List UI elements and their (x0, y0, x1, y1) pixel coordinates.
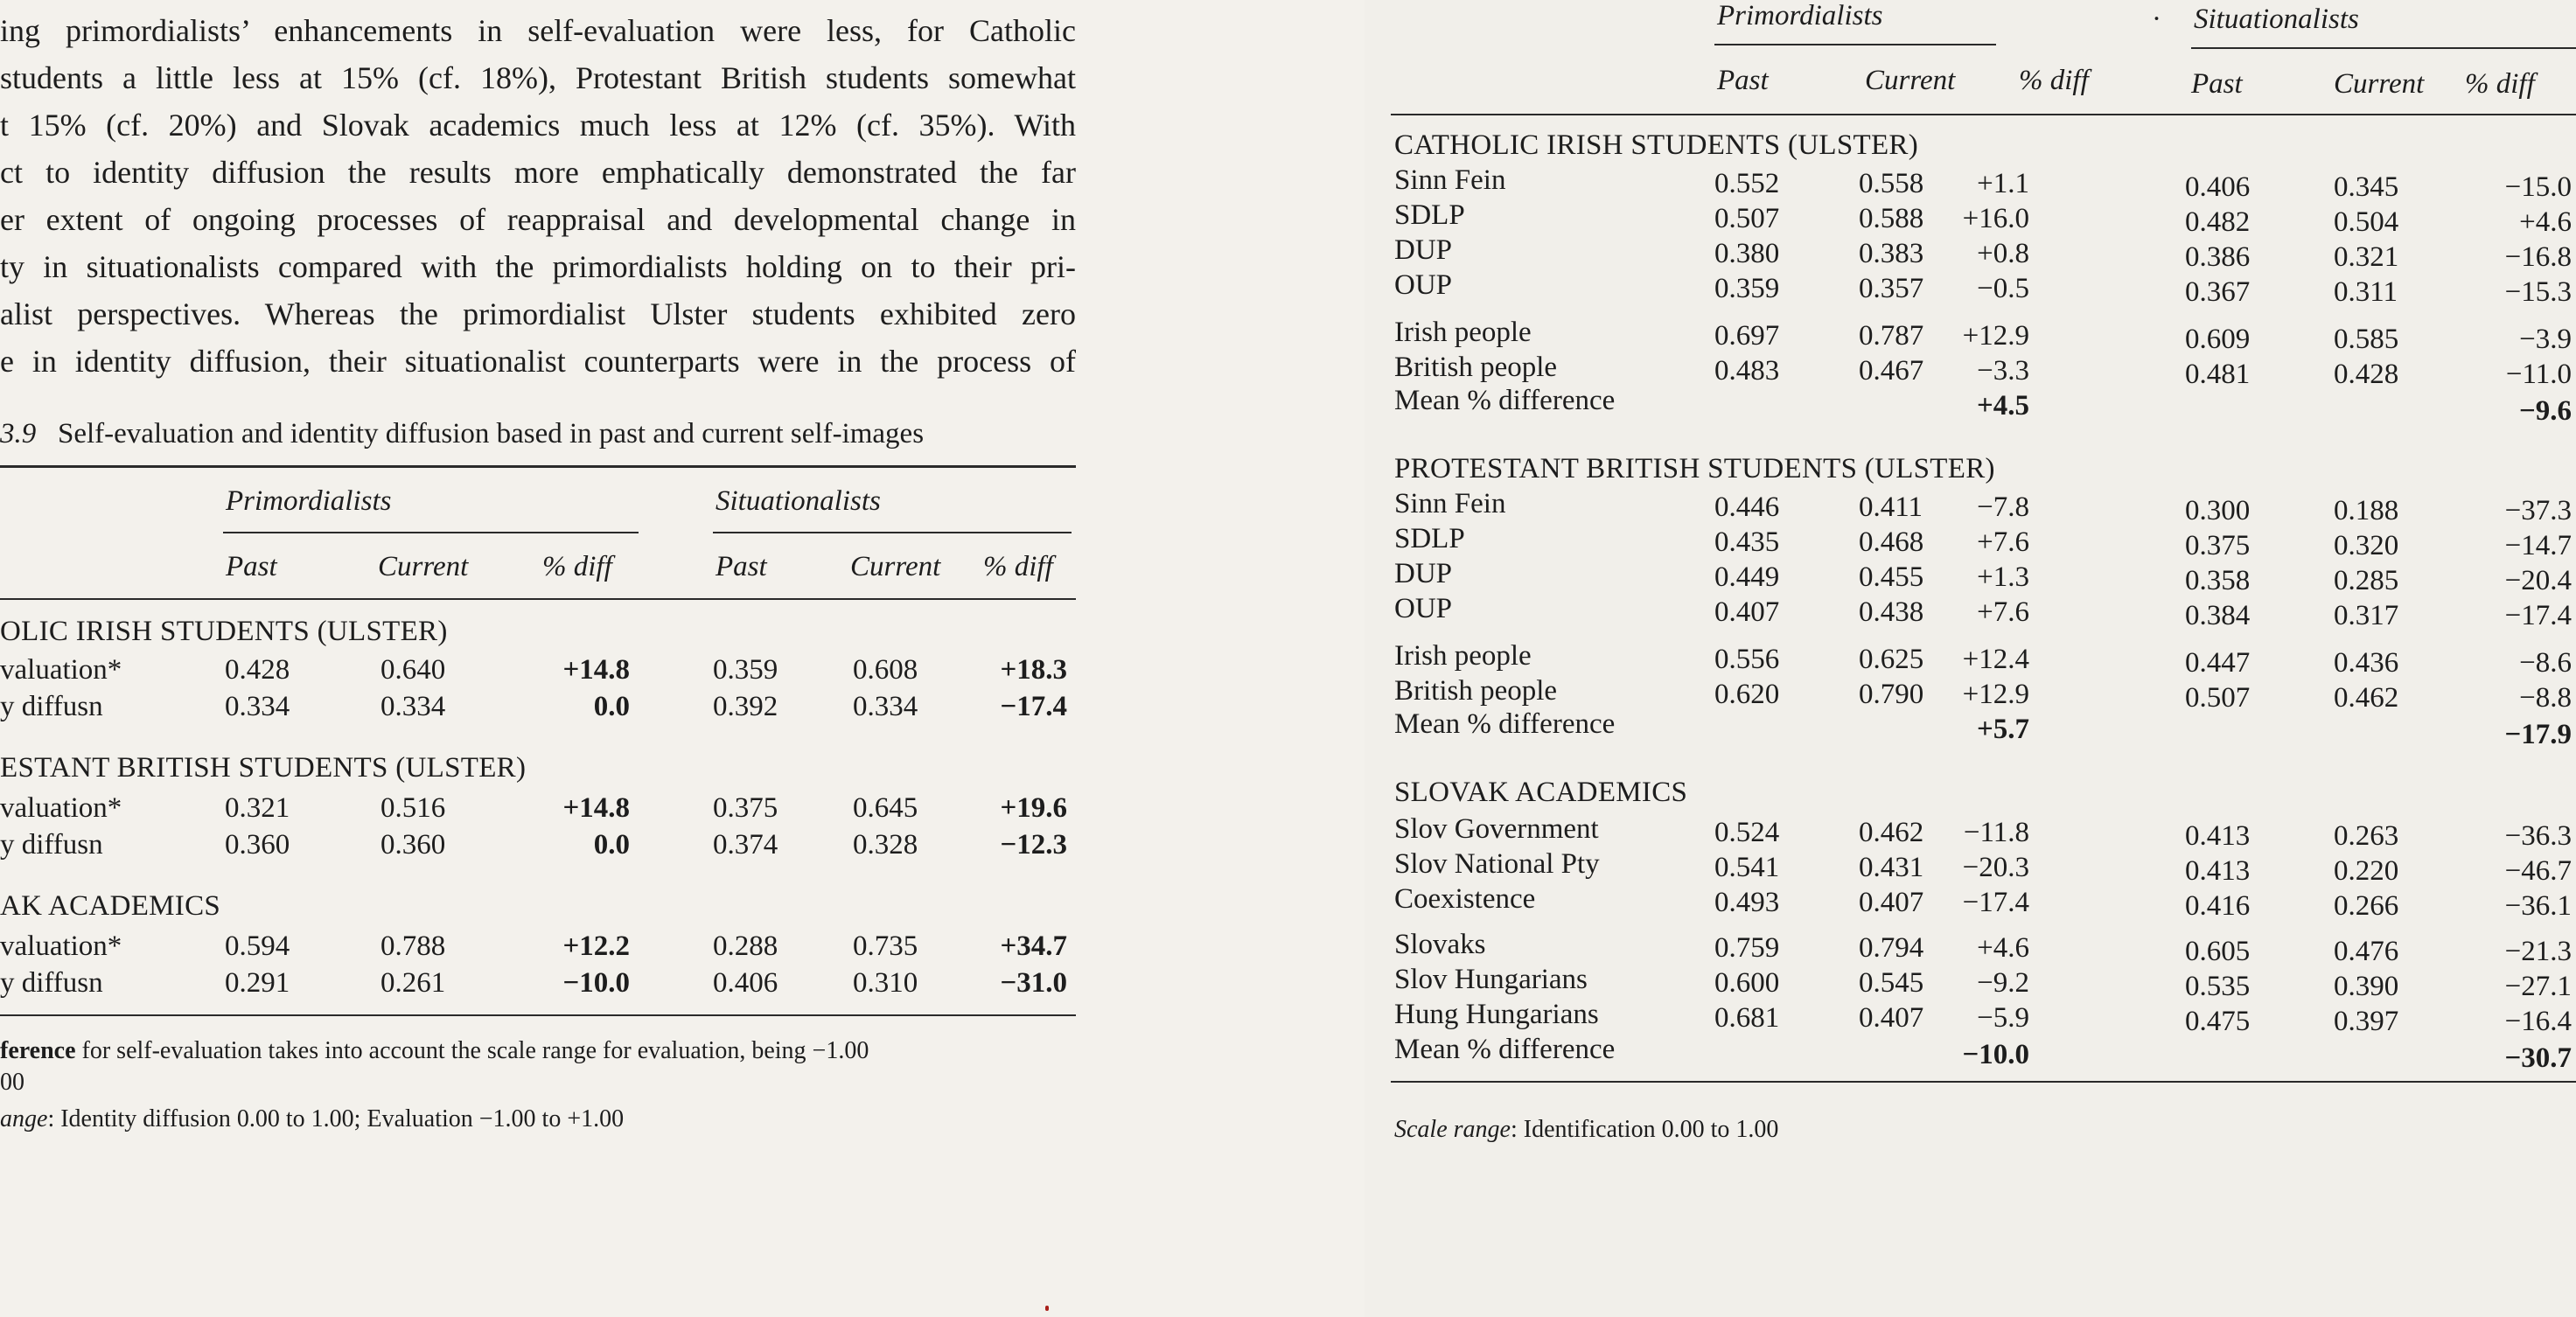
table-caption (0, 418, 924, 450)
group-header-primordialists: Primordialists (1717, 0, 1883, 31)
col-header: % diff (2465, 68, 2535, 100)
cell-value: −11.0 (2505, 359, 2572, 390)
cell-value: 0.608 (853, 654, 918, 686)
cell-value: 0.397 (2334, 1006, 2399, 1037)
cell-value: −20.3 (1962, 852, 2029, 883)
row-label: SDLP (1394, 199, 1465, 231)
row-label: valuation* (0, 654, 122, 686)
cell-value: 0.291 (225, 967, 290, 999)
mean-label: Mean % difference (1394, 708, 1616, 740)
cell-value: +12.9 (1962, 679, 2029, 710)
group-marker: · (2152, 3, 2161, 35)
cell-value: 0.375 (2185, 530, 2251, 561)
cell-value: 0.468 (1859, 526, 1924, 558)
cell-value: 0.507 (2185, 682, 2251, 714)
cell-value: 0.428 (2334, 359, 2399, 390)
mean-value: −10.0 (1962, 1039, 2029, 1070)
row-label: valuation* (0, 792, 122, 824)
cell-value: 0.504 (2334, 206, 2399, 238)
cell-value: 0.345 (2334, 171, 2399, 203)
mean-value: +4.5 (1976, 390, 2029, 422)
cell-value: 0.605 (2185, 936, 2251, 967)
cell-value: 0.375 (713, 792, 778, 824)
cell-value: −17.4 (1962, 887, 2029, 918)
cell-value: −5.9 (1977, 1002, 2029, 1034)
cell-value: 0.406 (2185, 171, 2251, 203)
paragraph-line: students a little less at 15% (cf. 18%), Protestant British students somewhat (0, 60, 1076, 95)
cell-value: 0.261 (380, 967, 446, 999)
cell-value: 0.535 (2185, 971, 2251, 1002)
paragraph-line: ing primordialists’ enhancements in self-evaluation were less, for Catholic (0, 13, 1076, 48)
col-header: % diff (983, 551, 1053, 582)
cell-value: −11.8 (1963, 817, 2029, 848)
row-label: valuation* (0, 930, 122, 962)
col-header: Current (2334, 68, 2425, 100)
ink-speck (1045, 1306, 1049, 1311)
col-header: Past (2191, 68, 2243, 100)
paragraph-line: ct to identity diffusion the results more emphatically demonstrated the far (0, 155, 1076, 190)
note-text: for self-evaluation takes into account the scale range for evaluation, being −1.00 (81, 1037, 869, 1064)
cell-value: 0.384 (2185, 600, 2251, 631)
cell-value: 0.449 (1714, 561, 1780, 593)
scale-range-note (0, 1105, 624, 1133)
cell-value: 0.357 (1859, 273, 1924, 304)
cell-value: 0.446 (1714, 491, 1780, 523)
cell-value: 0.438 (1859, 596, 1924, 628)
cell-value: 0.790 (1859, 679, 1924, 710)
cell-value: 0.467 (1859, 355, 1924, 387)
paragraph-line: alist perspectives. Whereas the primordialist Ulster students exhibited zero (0, 296, 1076, 331)
cell-value: −20.4 (2504, 565, 2572, 596)
cell-value: 0.594 (225, 930, 290, 962)
cell-value: +34.7 (1000, 930, 1067, 962)
cell-value: 0.407 (1714, 596, 1780, 628)
section-title: ESTANT BRITISH STUDENTS (ULSTER) (0, 752, 527, 784)
cell-value: 0.220 (2334, 855, 2399, 887)
cell-value: 0.455 (1859, 561, 1924, 593)
header-rule (1391, 114, 2576, 115)
col-header: Past (1717, 65, 1769, 96)
cell-value: 0.310 (853, 967, 918, 999)
row-label: OUP (1394, 269, 1453, 301)
table-caption-text: Self-evaluation and identity diffusion based in past and current self-images (58, 418, 925, 449)
row-label: British people (1394, 352, 1558, 383)
row-label: DUP (1394, 558, 1453, 589)
right-page (1365, 0, 2576, 1317)
paragraph-line: ty in situationalists compared with the primordialists holding on to their pri- (0, 249, 1076, 284)
cell-value: 0.645 (853, 792, 918, 824)
cell-value: 0.300 (2185, 495, 2251, 526)
cell-value: −10.0 (562, 967, 630, 999)
scale-range-note (1394, 1116, 1778, 1144)
cell-value: +7.6 (1977, 596, 2029, 628)
cell-value: 0.0 (593, 829, 630, 861)
row-label: y diffusn (0, 967, 103, 999)
cell-value: −27.1 (2504, 971, 2572, 1002)
cell-value: 0.556 (1714, 644, 1780, 675)
mean-value: −9.6 (2518, 395, 2572, 427)
row-label: y diffusn (0, 691, 103, 722)
cell-value: 0.609 (2185, 324, 2251, 355)
cell-value: +18.3 (1000, 654, 1067, 686)
cell-value: 0.407 (1859, 1002, 1924, 1034)
cell-value: 0.358 (2185, 565, 2251, 596)
cell-value: 0.640 (380, 654, 446, 686)
row-label: Sinn Fein (1394, 164, 1506, 196)
cell-value: 0.406 (713, 967, 778, 999)
cell-value: −21.3 (2504, 936, 2572, 967)
cell-value: 0.266 (2334, 890, 2399, 922)
mean-value: −30.7 (2504, 1042, 2572, 1074)
row-label: Slov Hungarians (1394, 964, 1588, 995)
cell-value: −17.4 (2504, 600, 2572, 631)
cell-value: 0.416 (2185, 890, 2251, 922)
paragraph-line: t 15% (cf. 20%) and Slovak academics much less at 12% (cf. 35%). With (0, 108, 1076, 143)
cell-value: 0.367 (2185, 276, 2251, 308)
cell-value: −8.6 (2519, 647, 2572, 679)
cell-value: 0.428 (225, 654, 290, 686)
cell-value: 0.392 (713, 691, 778, 722)
note-bold: ference (0, 1037, 76, 1064)
row-label: y diffusn (0, 829, 103, 861)
cell-value: 0.413 (2185, 855, 2251, 887)
cell-value: −36.1 (2504, 890, 2572, 922)
header-rule (0, 598, 1076, 600)
row-label: Slovaks (1394, 929, 1486, 960)
cell-value: 0.794 (1859, 932, 1924, 964)
cell-value: 0.374 (713, 829, 778, 861)
cell-value: 0.447 (2185, 647, 2251, 679)
cell-value: +12.2 (562, 930, 630, 962)
row-label: Irish people (1394, 317, 1532, 348)
note-text: : Identity diffusion 0.00 to 1.00; Evaluation −1.00 to +1.00 (47, 1105, 625, 1132)
cell-value: 0.483 (1714, 355, 1780, 387)
cell-value: −9.2 (1977, 967, 2029, 999)
cell-value: −12.3 (1000, 829, 1067, 861)
col-header: % diff (542, 551, 612, 582)
cell-value: −3.3 (1977, 355, 2029, 387)
cell-value: 0.359 (713, 654, 778, 686)
cell-value: 0.600 (1714, 967, 1780, 999)
row-label: Sinn Fein (1394, 488, 1506, 519)
row-label: Irish people (1394, 640, 1532, 672)
cell-value: 0.328 (853, 829, 918, 861)
cell-value: 0.787 (1859, 320, 1924, 352)
col-header: Current (850, 551, 941, 582)
cell-value: 0.681 (1714, 1002, 1780, 1034)
cell-value: −36.3 (2504, 820, 2572, 852)
row-label: Coexistence (1394, 883, 1536, 915)
cell-value: +16.0 (1962, 203, 2029, 234)
note-continuation: 00 (0, 1069, 24, 1096)
cell-value: +14.8 (562, 654, 630, 686)
cell-value: 0.697 (1714, 320, 1780, 352)
row-label: British people (1394, 675, 1558, 707)
table-note (0, 1037, 869, 1065)
cell-value: 0.435 (1714, 526, 1780, 558)
cell-value: 0.359 (1714, 273, 1780, 304)
cell-value: −3.9 (2519, 324, 2572, 355)
cell-value: +1.3 (1977, 561, 2029, 593)
mean-value: +5.7 (1976, 714, 2029, 745)
cell-value: 0.516 (380, 792, 446, 824)
note-italic: Scale range (1394, 1116, 1511, 1143)
cell-value: 0.476 (2334, 936, 2399, 967)
cell-value: 0.462 (1859, 817, 1924, 848)
section-title: PROTESTANT BRITISH STUDENTS (ULSTER) (1394, 453, 1995, 484)
cell-value: 0.431 (1859, 852, 1924, 883)
cell-value: 0.383 (1859, 238, 1924, 269)
cell-value: 0.321 (2334, 241, 2399, 273)
cell-value: 0.320 (2334, 530, 2399, 561)
cell-value: 0.386 (2185, 241, 2251, 273)
cell-value: −15.0 (2504, 171, 2572, 203)
cell-value: 0.493 (1714, 887, 1780, 918)
cell-value: 0.380 (1714, 238, 1780, 269)
cell-value: 0.625 (1859, 644, 1924, 675)
cell-value: 0.334 (225, 691, 290, 722)
section-title: OLIC IRISH STUDENTS (ULSTER) (0, 616, 448, 647)
cell-value: −8.8 (2519, 682, 2572, 714)
row-label: DUP (1394, 234, 1453, 266)
cell-value: +12.4 (1962, 644, 2029, 675)
cell-value: 0.411 (1859, 491, 1923, 523)
cell-value: 0.390 (2334, 971, 2399, 1002)
cell-value: 0.334 (853, 691, 918, 722)
cell-value: +1.1 (1977, 168, 2029, 199)
group-header-primordialists: Primordialists (226, 485, 392, 517)
table-bottom-rule (0, 1014, 1076, 1016)
section-title: CATHOLIC IRISH STUDENTS (ULSTER) (1394, 129, 1919, 161)
section-title: AK ACADEMICS (0, 890, 221, 922)
left-page (0, 0, 1085, 1317)
cell-value: −37.3 (2504, 495, 2572, 526)
group-header-situationalists: Situationalists (2194, 3, 2359, 35)
group-header-situationalists: Situationalists (716, 485, 881, 517)
cell-value: 0.759 (1714, 932, 1780, 964)
group-rule (713, 532, 1072, 533)
table-number: 3.9 (0, 418, 37, 449)
note-text: : Identification 0.00 to 1.00 (1510, 1116, 1779, 1143)
group-rule (223, 532, 639, 533)
cell-value: 0.481 (2185, 359, 2251, 390)
cell-value: 0.620 (1714, 679, 1780, 710)
row-label: SDLP (1394, 523, 1465, 554)
cell-value: +0.8 (1977, 238, 2029, 269)
cell-value: 0.541 (1714, 852, 1780, 883)
cell-value: −14.7 (2504, 530, 2572, 561)
row-label: Slov National Pty (1394, 848, 1600, 880)
cell-value: +7.6 (1977, 526, 2029, 558)
cell-value: 0.482 (2185, 206, 2251, 238)
cell-value: −7.8 (1977, 491, 2029, 523)
cell-value: 0.311 (2334, 276, 2398, 308)
cell-value: 0.407 (1859, 887, 1924, 918)
cell-value: 0.462 (2334, 682, 2399, 714)
cell-value: 0.585 (2334, 324, 2399, 355)
section-title: SLOVAK ACADEMICS (1394, 777, 1688, 808)
paragraph-line: e in identity diffusion, their situationalist counterparts were in the process of (0, 344, 1076, 379)
cell-value: 0.413 (2185, 820, 2251, 852)
cell-value: +12.9 (1962, 320, 2029, 352)
cell-value: −31.0 (1000, 967, 1067, 999)
cell-value: 0.360 (380, 829, 446, 861)
cell-value: 0.436 (2334, 647, 2399, 679)
cell-value: 0.507 (1714, 203, 1780, 234)
cell-value: −46.7 (2504, 855, 2572, 887)
cell-value: 0.0 (593, 691, 630, 722)
cell-value: 0.588 (1859, 203, 1924, 234)
paragraph-line: er extent of ongoing processes of reappraisal and developmental change in (0, 202, 1076, 237)
col-header: % diff (2019, 65, 2089, 96)
cell-value: 0.188 (2334, 495, 2399, 526)
mean-label: Mean % difference (1394, 1034, 1616, 1065)
cell-value: 0.285 (2334, 565, 2399, 596)
col-header: Current (1865, 65, 1956, 96)
table-bottom-rule (1391, 1081, 2576, 1083)
cell-value: 0.545 (1859, 967, 1924, 999)
group-rule (1714, 44, 1996, 45)
group-rule (2191, 47, 2576, 49)
col-header: Current (378, 551, 469, 582)
col-header: Past (716, 551, 767, 582)
cell-value: 0.552 (1714, 168, 1780, 199)
cell-value: 0.317 (2334, 600, 2399, 631)
table-top-rule (0, 465, 1076, 468)
cell-value: 0.321 (225, 792, 290, 824)
row-label: OUP (1394, 593, 1453, 624)
row-label: Slov Government (1394, 813, 1599, 845)
cell-value: −17.4 (1000, 691, 1067, 722)
cell-value: −16.8 (2504, 241, 2572, 273)
cell-value: 0.288 (713, 930, 778, 962)
cell-value: −16.4 (2504, 1006, 2572, 1037)
cell-value: +14.8 (562, 792, 630, 824)
mean-label: Mean % difference (1394, 385, 1616, 416)
cell-value: 0.788 (380, 930, 446, 962)
cell-value: 0.558 (1859, 168, 1924, 199)
cell-value: 0.735 (853, 930, 918, 962)
row-label: Hung Hungarians (1394, 999, 1599, 1030)
cell-value: 0.360 (225, 829, 290, 861)
cell-value: −15.3 (2504, 276, 2572, 308)
cell-value: −0.5 (1977, 273, 2029, 304)
mean-value: −17.9 (2504, 719, 2572, 750)
cell-value: 0.475 (2185, 1006, 2251, 1037)
cell-value: +19.6 (1000, 792, 1067, 824)
cell-value: 0.524 (1714, 817, 1780, 848)
col-header: Past (226, 551, 277, 582)
cell-value: 0.263 (2334, 820, 2399, 852)
cell-value: 0.334 (380, 691, 446, 722)
note-italic: ange (0, 1105, 48, 1132)
cell-value: +4.6 (2519, 206, 2572, 238)
cell-value: +4.6 (1977, 932, 2029, 964)
